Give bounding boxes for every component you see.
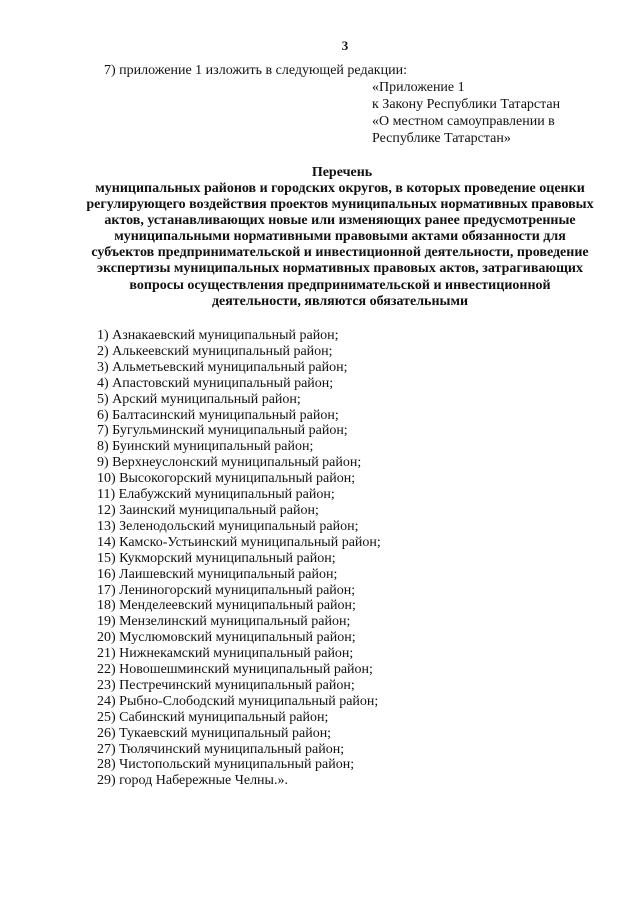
list-heading-line: вопросы осуществления предпринимательской и инвестиционной: [129, 277, 551, 293]
list-item: 29) город Набережные Челны.».: [97, 773, 288, 789]
list-item: 15) Кукморский муниципальный район;: [97, 550, 336, 566]
list-item: 22) Новошешминский муниципальный район;: [97, 662, 373, 678]
appendix-header-line: «О местном самоуправлении в: [372, 114, 555, 129]
list-item: 13) Зеленодольский муниципальный район;: [97, 518, 359, 534]
appendix-header-line: к Закону Республики Татарстан: [372, 97, 561, 112]
list-item: 21) Нижнекамский муниципальный район;: [97, 646, 354, 662]
appendix-header-line: «Приложение 1: [372, 80, 465, 95]
list-item: 4) Апастовский муниципальный район;: [97, 375, 334, 391]
list-item: 1) Азнакаевский муниципальный район;: [97, 328, 339, 343]
list-item: 10) Высокогорский муниципальный район;: [97, 471, 356, 487]
list-heading-line: актов, устанавливающих новые или изменяющих ранее предусмотренные: [104, 213, 576, 229]
list-heading-line: муниципальных районов и городских округов, в которых проведение оценки: [95, 181, 585, 196]
list-item: 7) Бугульминский муниципальный район;: [97, 423, 348, 439]
list-heading-line: экспертизы муниципальных нормативных правовых актов, затрагивающих: [97, 261, 583, 277]
list-heading-line: муниципальными нормативными правовыми актами обязанности для: [114, 229, 566, 245]
appendix-header-line: Республике Татарстан»: [372, 131, 511, 146]
district-list: [97, 328, 381, 789]
list-item: 24) Рыбно-Слободский муниципальный район;: [97, 693, 379, 709]
list-item: 16) Лаишевский муниципальный район;: [97, 566, 338, 582]
list-title: Перечень: [311, 165, 373, 180]
list-heading-line: субъектов предпринимательской и инвестиционной деятельности, проведение: [91, 245, 589, 261]
list-heading-line: регулирующего воздействия проектов муниципальных нормативных правовых: [86, 197, 594, 213]
list-item: 28) Чистопольский муниципальный район;: [97, 757, 355, 773]
amendment-item-7: 7) приложение 1 изложить в следующей редакции:: [104, 63, 407, 78]
list-item: 6) Балтасинский муниципальный район;: [97, 407, 339, 423]
list-heading: [60, 181, 620, 310]
list-item: 12) Заинский муниципальный район;: [97, 502, 319, 518]
list-item: 19) Мензелинский муниципальный район;: [97, 614, 351, 630]
list-item: 26) Тукаевский муниципальный район;: [97, 725, 332, 741]
list-item: 23) Пестречинский муниципальный район;: [97, 677, 355, 693]
list-item: 25) Сабинский муниципальный район;: [97, 709, 329, 725]
list-item: 17) Лениногорский муниципальный район;: [97, 582, 356, 598]
appendix-header: [372, 79, 560, 147]
list-item: 14) Камско-Устьинский муниципальный район;: [97, 534, 381, 550]
list-item: 11) Елабужский муниципальный район;: [97, 487, 335, 503]
list-item: 5) Арский муниципальный район;: [97, 391, 301, 407]
list-item: 27) Тюлячинский муниципальный район;: [97, 741, 345, 757]
list-item: 9) Верхнеуслонский муниципальный район;: [97, 455, 362, 471]
list-item: 20) Муслюмовский муниципальный район;: [97, 630, 356, 646]
list-item: 3) Альметьевский муниципальный район;: [97, 359, 348, 375]
list-heading-line: деятельности, являются обязательными: [211, 293, 469, 309]
page-number: 3: [341, 38, 349, 53]
list-item: 8) Буинский муниципальный район;: [97, 439, 314, 455]
list-item: 2) Алькеевский муниципальный район;: [97, 343, 333, 359]
list-item: 18) Менделеевский муниципальный район;: [97, 598, 356, 614]
